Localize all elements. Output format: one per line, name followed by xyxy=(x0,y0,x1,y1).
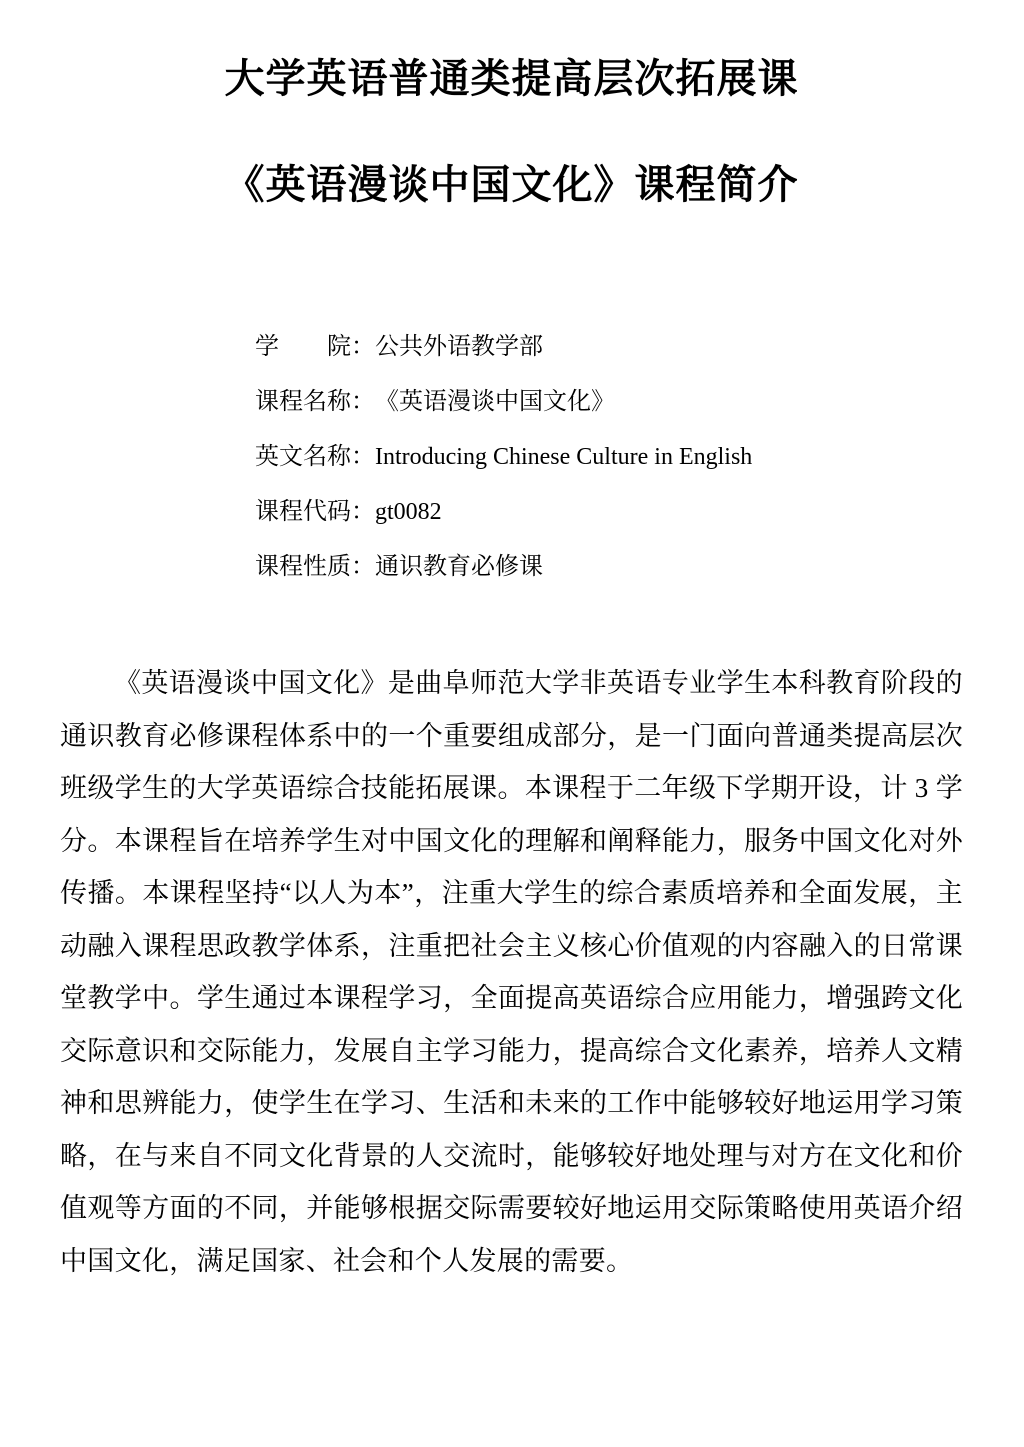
field-value-department: 公共外语教学部 xyxy=(375,334,543,360)
field-value-course-name: 《英语漫谈中国文化》 xyxy=(375,389,615,415)
course-description-paragraph: 《英语漫谈中国文化》是曲阜师范大学非英语专业学生本科教育阶段的通识教育必修课程体系中的一个重要组成部分，是一门面向普通类提高层次班级学生的大学英语综合技能拓展课。本课程于二年级下学期开设，计 3 学分。本课程旨在培养学生对中国文化的理解和阐释能力，服务中国文化对外传播。本课程坚持“以人为本”，注重大学生的综合素质培养和全面发展，主动融入课程思政教学体系，注重把社会主义核心价值观的内容融入的日常课堂教学中。学生通过本课程学习，全面提高英语综合应用能力，增强跨文化交际意识和交际能力，发展自主学习能力，提高综合文化素养，培养人文精神和思辨能力，使学生在学习、生活和未来的工作中能够较好地运用学习策略，在与来自不同文化背景的人交流时，能够较好地处理与对方在文化和价值观等方面的不同，并能够根据交际需要较好地运用交际策略使用英语介绍中国文化，满足国家、社会和个人发展的需要。 xyxy=(60,668,963,1276)
course-info-list xyxy=(255,320,963,595)
field-row-english-name xyxy=(255,430,963,485)
field-label-course-name: 课程名称： xyxy=(255,389,375,415)
field-value-course-type: 通识教育必修课 xyxy=(375,554,543,580)
field-row-course-type xyxy=(255,540,963,595)
field-value-english-name: Introducing Chinese Culture in English xyxy=(375,444,753,470)
document-title-line1: 大学英语普通类提高层次拓展课 xyxy=(224,57,799,101)
field-row-department xyxy=(255,320,963,375)
field-row-course-code xyxy=(255,485,963,540)
field-value-course-code: gt0082 xyxy=(375,499,442,525)
field-label-department: 学 院： xyxy=(255,334,375,360)
field-label-course-type: 课程性质： xyxy=(255,554,375,580)
field-label-course-code: 课程代码： xyxy=(255,499,375,525)
field-row-course-name xyxy=(255,375,963,430)
document-title-line2: 《英语漫谈中国文化》课程简介 xyxy=(224,163,799,207)
field-label-english-name: 英文名称： xyxy=(255,444,375,470)
